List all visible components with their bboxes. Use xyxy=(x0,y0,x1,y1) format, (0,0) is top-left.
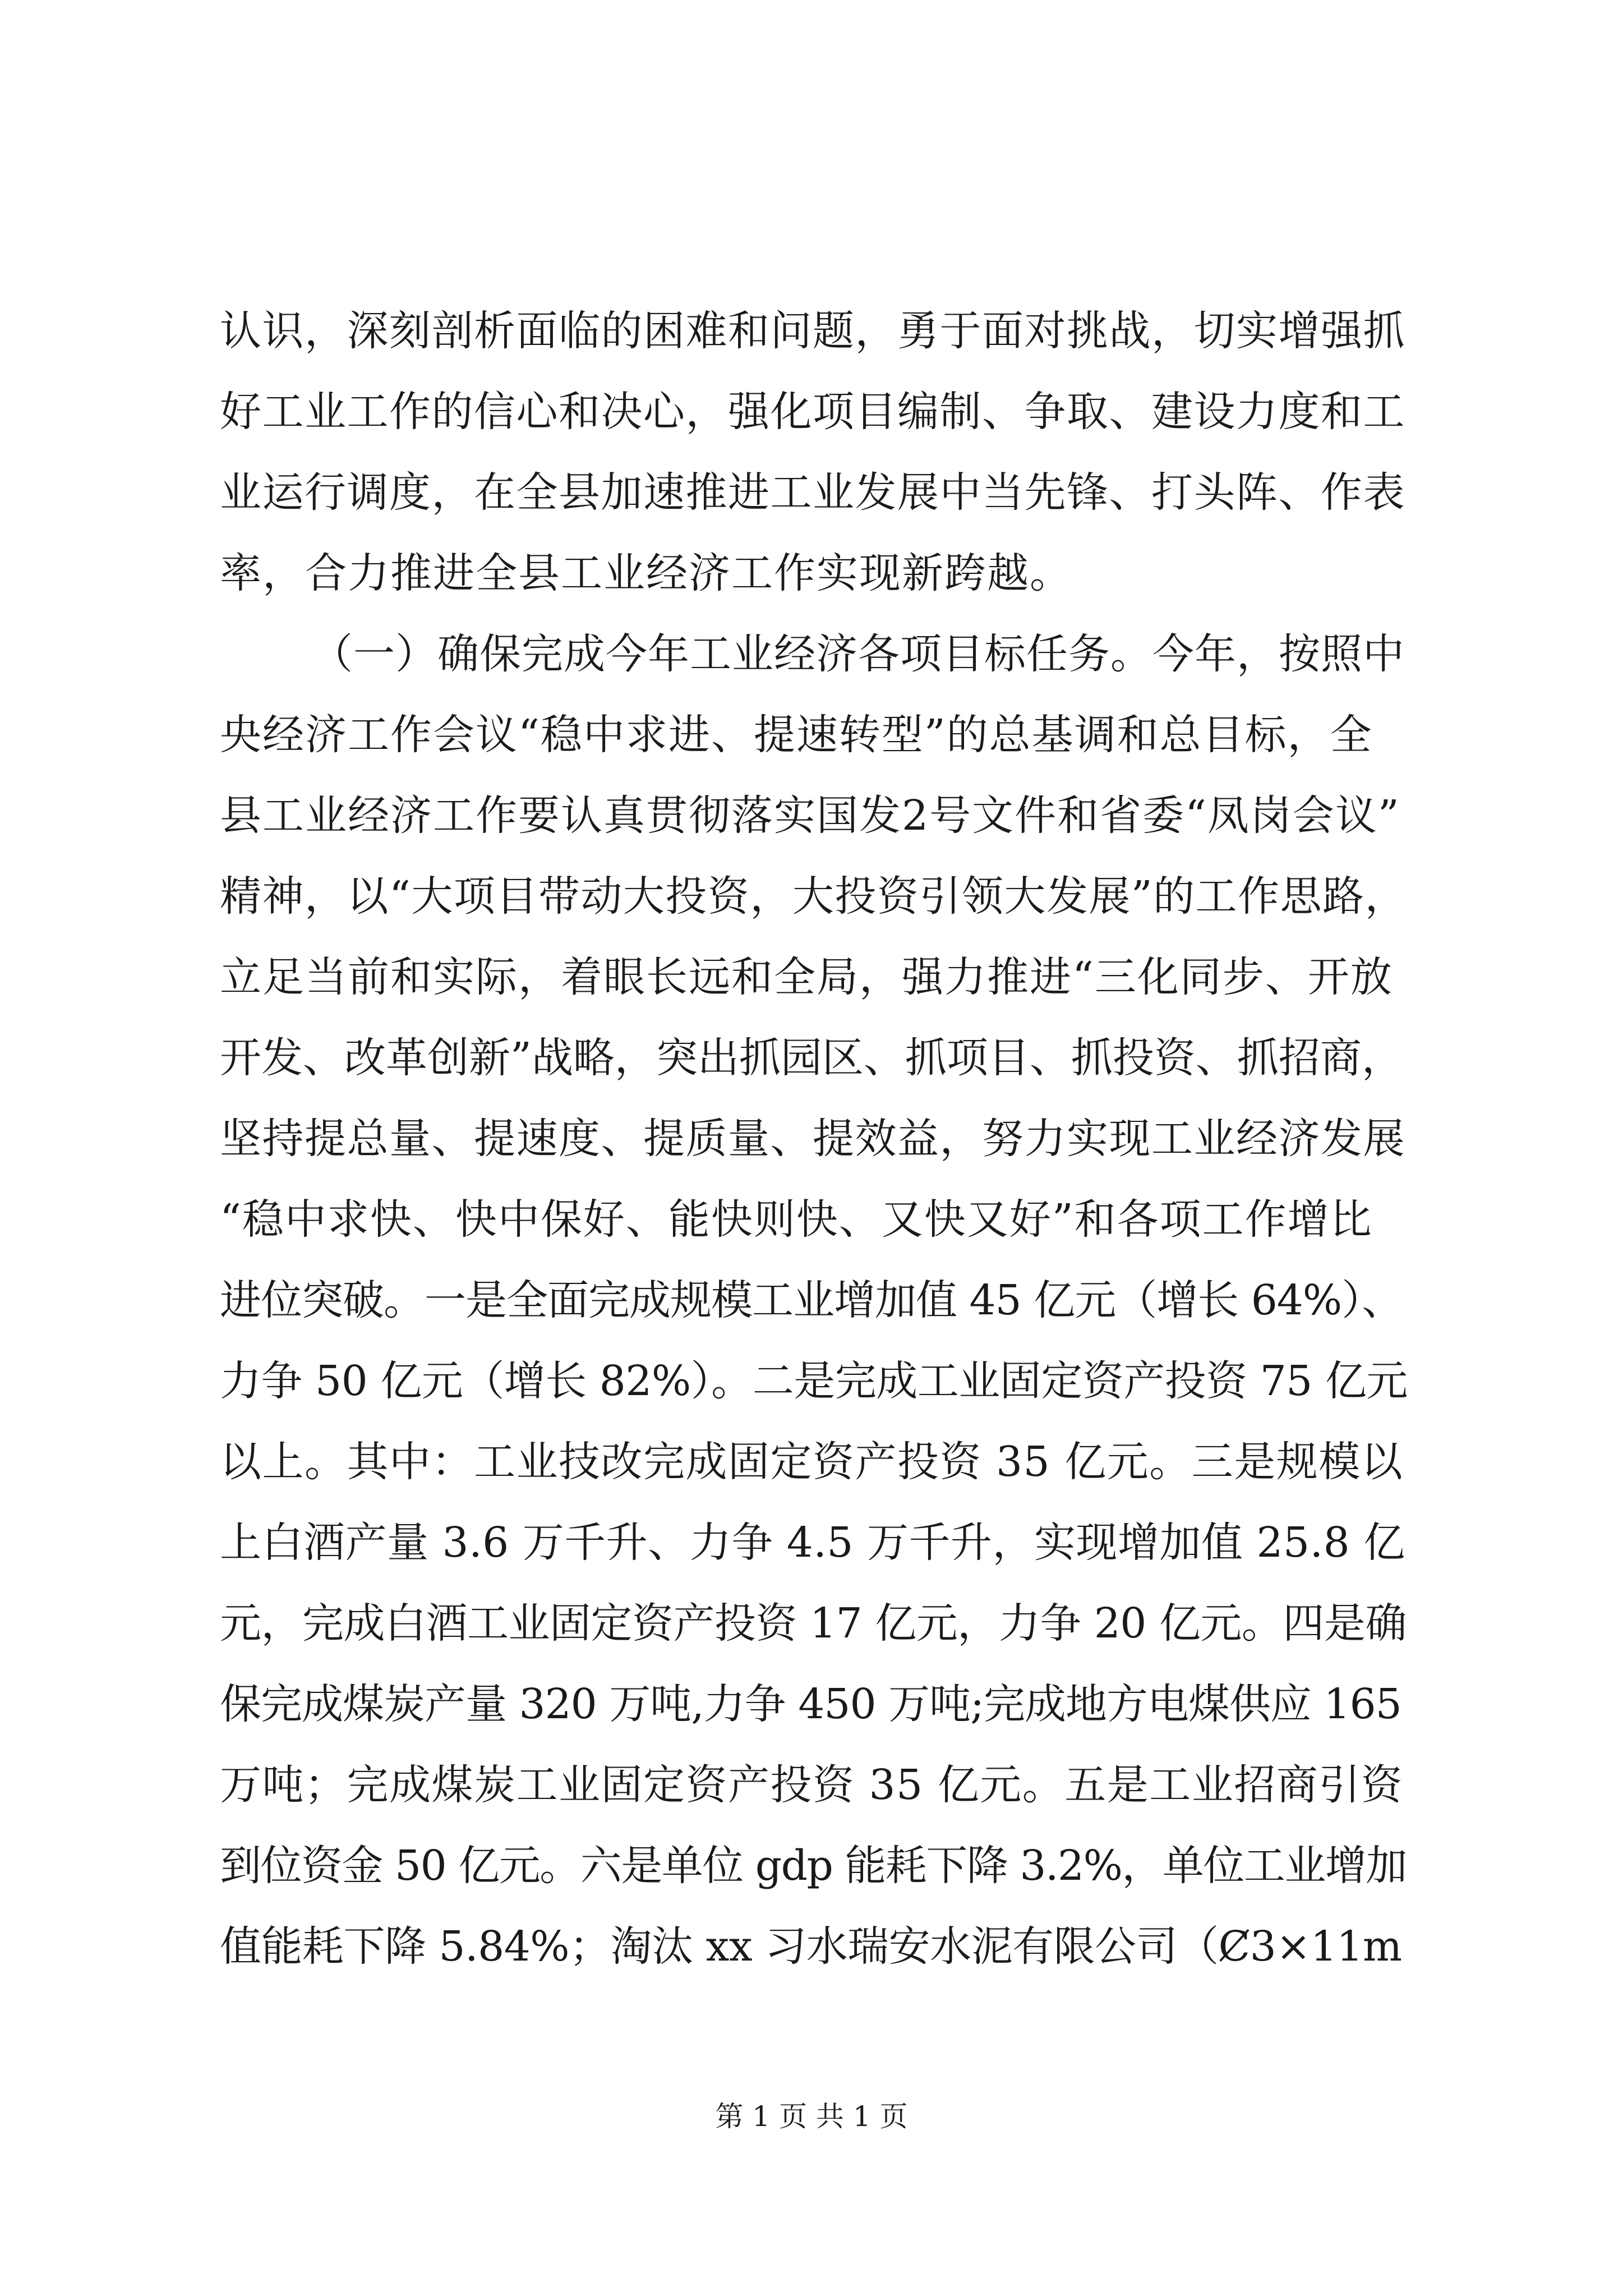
text-line-19: 万吨；完成煤炭工业固定资产投资 35 亿元。五是工业招商引资 xyxy=(220,1761,1404,1809)
text-line-9: 立足当前和实际，着眼长远和全局，强力推进“三化同步、开放 xyxy=(220,953,1393,1001)
text-line-20: 到位资金 50 亿元。六是单位 gdp 能耗下降 3.2%，单位工业增加 xyxy=(220,1842,1407,1890)
text-line-1: 认识，深刻剖析面临的困难和问题，勇于面对挑战，切实增强抓 xyxy=(220,307,1405,355)
text-line-7: 县工业经济工作要认真贯彻落实国发2号文件和省委“凤岗会议” xyxy=(220,792,1400,840)
text-line-12: “稳中求快、快中保好、能快则快、又快又好”和各项工作增比 xyxy=(220,1195,1373,1244)
text-line-21: 值能耗下降 5.84%；淘汰 xx 习水瑞安水泥有限公司（Ȼ3×11m xyxy=(220,1922,1402,1971)
text-line-8: 精神，以“大项目带动大投资，大投资引领大发展”的工作思路， xyxy=(220,872,1408,921)
text-line-18: 保完成煤炭产量 320 万吨,力争 450 万吨;完成地方电煤供应 165 xyxy=(220,1680,1401,1728)
text-line-14: 力争 50 亿元（增长 82%）。二是完成工业固定资产投资 75 亿元 xyxy=(220,1357,1408,1405)
text-line-16: 上白酒产量 3.6 万千升、力争 4.5 万千升，实现增加值 25.8 亿 xyxy=(220,1519,1405,1567)
text-line-17: 元，完成白酒工业固定资产投资 17 亿元，力争 20 亿元。四是确 xyxy=(220,1599,1407,1648)
text-line-15: 以上。其中：工业技改完成固定资产投资 35 亿元。三是规模以 xyxy=(220,1438,1404,1486)
text-line-5: （一）确保完成今年工业经济各项目标任务。今年，按照中 xyxy=(311,630,1405,678)
text-line-3: 业运行调度，在全县加速推进工业发展中当先锋、打头阵、作表 xyxy=(220,468,1405,517)
page-number-footer: 第 1 页 共 1 页 xyxy=(715,2100,908,2133)
text-line-2: 好工业工作的信心和决心，强化项目编制、争取、建设力度和工 xyxy=(220,388,1405,436)
text-line-6: 央经济工作会议“稳中求进、提速转型”的总基调和总目标，全 xyxy=(220,711,1373,759)
text-line-11: 坚持提总量、提速度、提质量、提效益，努力实现工业经济发展 xyxy=(220,1115,1405,1163)
text-line-4: 率，合力推进全县工业经济工作实现新跨越。 xyxy=(220,549,1072,597)
text-line-10: 开发、改革创新”战略，突出抓园区、抓项目、抓投资、抓招商， xyxy=(220,1034,1403,1082)
text-line-13: 进位突破。一是全面完成规模工业增加值 45 亿元（增长 64%）、 xyxy=(220,1276,1403,1324)
